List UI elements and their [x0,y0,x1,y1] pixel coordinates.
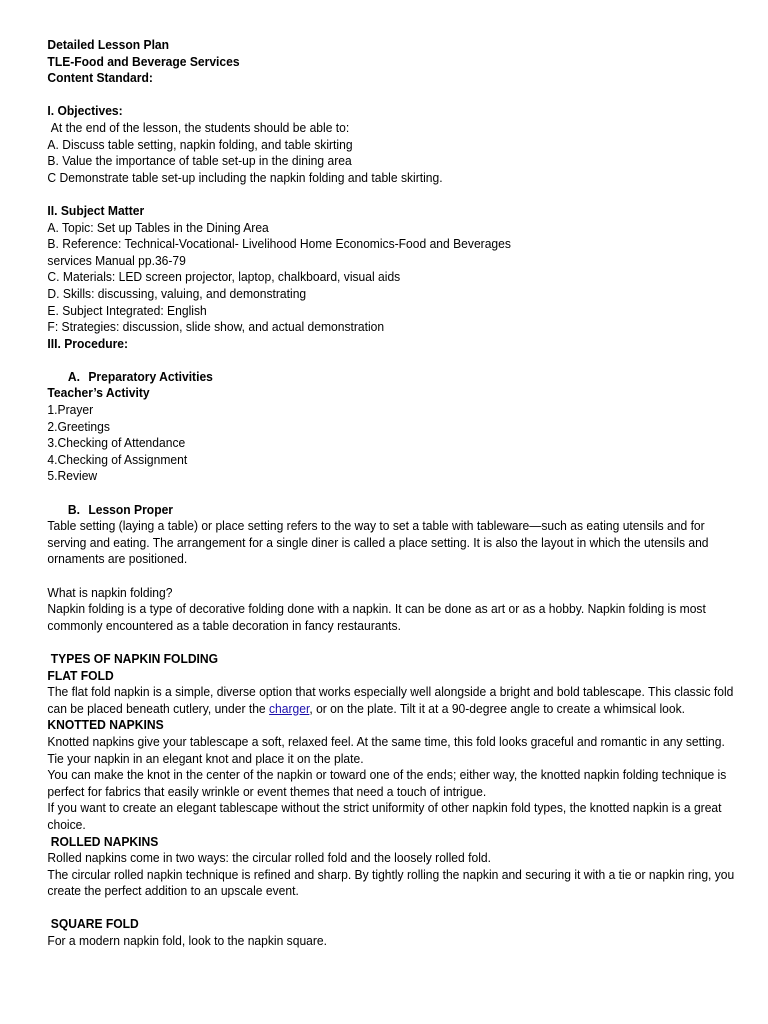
napkin-definition-paragraph: Napkin folding is a type of decorative folding done with a napkin. It can be done as art or as a hobby. Napkin folding is most commonly encountered as a table decoration in fancy restaurants. [47,601,706,633]
objective-item: A. Discuss table setting, napkin folding, and table skirting [47,136,353,152]
flat-fold-paragraph [47,684,740,717]
objective-item: B. Value the importance of table set-up in the dining area [47,153,352,169]
preparatory-label: Preparatory Activities [88,368,213,384]
activity-item: 4.Checking of Assignment [47,451,188,467]
flat-fold-heading: FLAT FOLD [47,667,114,683]
knotted-paragraph: Knotted napkins give your tablescape a soft, relaxed feel. At the same time, this fold looks graceful and romantic in any setting. [47,733,725,749]
preparatory-letter: A. [67,368,80,384]
subject-matter-item: E. Subject Integrated: English [47,302,207,318]
objective-item: C Demonstrate table set-up including the napkin folding and table skirting. [47,169,443,185]
objectives-intro: At the end of the lesson, the students should be able to: [47,119,350,135]
subject-matter-item: B. Reference: Technical-Vocational- Livelihood Home Economics-Food and Beverages services Manual pp.36-79 [47,236,511,268]
subject-matter-heading: II. Subject Matter [47,202,145,218]
table-setting-paragraph: Table setting (laying a table) or place setting refers to the way to set a table with tableware—such as eating utensils and for serving and eating. The arrangement for a single diner is called a place setting. It is also the layout in which the utensils and ornaments are positioned. [47,518,709,567]
subject-matter-item: A. Topic: Set up Tables in the Dining Area [47,219,269,235]
knotted-heading: KNOTTED NAPKINS [47,717,164,733]
knotted-paragraph: Tie your napkin in an elegant knot and place it on the plate. [47,750,364,766]
rolled-paragraph: Rolled napkins come in two ways: the circular rolled fold and the loosely rolled fold. [47,850,491,866]
activity-item: 3.Checking of Attendance [47,435,186,451]
doc-subject: TLE-Food and Beverage Services [47,53,240,69]
knotted-paragraph: If you want to create an elegant tablescape without the strict uniformity of other napkin fold types, the knotted napkin is a great choice. [47,800,722,832]
content-standard-label: Content Standard: [47,70,153,86]
charger-link[interactable]: charger [269,700,310,716]
napkin-types-heading: TYPES OF NAPKIN FOLDING [47,650,219,666]
subject-matter-item: C. Materials: LED screen projector, laptop, chalkboard, visual aids [47,269,401,285]
lesson-proper-letter: B. [67,501,80,517]
rolled-heading: ROLLED NAPKINS [47,833,159,849]
objectives-heading: I. Objectives: [47,103,123,119]
doc-title: Detailed Lesson Plan [47,37,170,52]
preparatory-heading [47,369,740,386]
rolled-paragraph: The circular rolled napkin technique is refined and sharp. By tightly rolling the napkin and securing it with a tie or napkin ring, you create the perfect addition to an upscale event. [47,866,735,899]
subject-matter-item: D. Skills: discussing, valuing, and demonstrating [47,285,307,301]
activity-item: 1.Prayer [47,402,94,418]
procedure-heading: III. Procedure: [47,335,129,351]
lesson-proper-heading [47,502,740,519]
subject-matter-item: F: Strategies: discussion, slide show, and actual demonstration [47,319,385,335]
activity-item: 2.Greetings [47,418,110,434]
flat-fold-text: The flat fold napkin is a simple, diverse option that works especially well alongside a bright and bold tablescape. This classic fold can be placed beneath cutlery, under the [47,684,734,716]
activity-item: 5.Review [47,468,98,484]
flat-fold-text-end: , or on the plate. Tilt it at a 90-degree angle to create a whimsical look. [309,700,686,716]
teacher-activity-heading: Teacher’s Activity [47,385,150,401]
knotted-paragraph: You can make the knot in the center of the napkin or toward one of the ends; either way, the knotted napkin folding technique is perfect for fabrics that easily wrinkle or event themes that need a touch of intrigue. [47,767,727,799]
lesson-proper-label: Lesson Proper [88,501,174,517]
square-fold-heading: SQUARE FOLD [47,916,139,932]
napkin-question: What is napkin folding? [47,584,173,600]
square-fold-paragraph: For a modern napkin fold, look to the napkin square. [47,933,328,949]
